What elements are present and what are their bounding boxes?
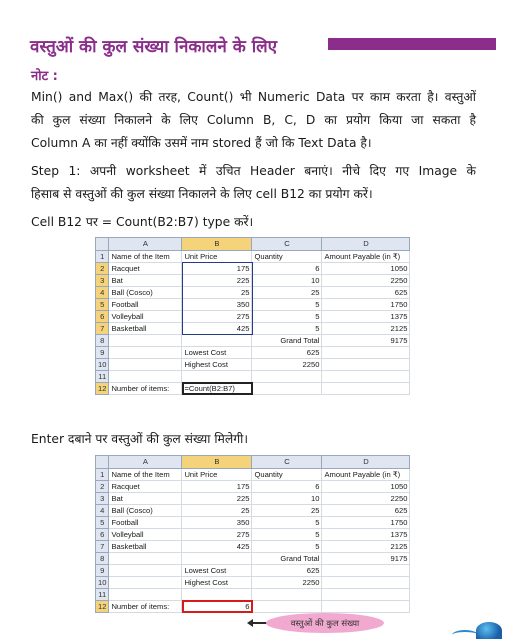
header-cell[interactable]: Quantity bbox=[252, 468, 322, 480]
column-header-c[interactable]: C bbox=[252, 456, 322, 468]
note-paragraph bbox=[31, 86, 476, 155]
empty-cell[interactable] bbox=[109, 334, 182, 346]
table-row bbox=[96, 382, 410, 394]
item-name-cell[interactable]: Football bbox=[109, 298, 182, 310]
enter-instruction bbox=[31, 428, 476, 451]
row-number[interactable]: 11 bbox=[96, 588, 109, 600]
empty-cell[interactable] bbox=[322, 576, 410, 588]
table-row bbox=[96, 322, 410, 334]
table-row bbox=[96, 564, 410, 576]
column-header-b[interactable]: B bbox=[182, 238, 252, 250]
header-cell[interactable]: Quantity bbox=[252, 250, 322, 262]
column-header-b[interactable]: B bbox=[182, 456, 252, 468]
highest-cost-label[interactable]: Highest Cost bbox=[182, 576, 252, 588]
row-number[interactable]: 3 bbox=[96, 492, 109, 504]
row-number[interactable]: 4 bbox=[96, 504, 109, 516]
heading-bar bbox=[328, 38, 496, 50]
header-cell[interactable]: Name of the Item bbox=[109, 468, 182, 480]
empty-cell[interactable] bbox=[109, 564, 182, 576]
quantity-cell[interactable]: 5 bbox=[252, 298, 322, 310]
table-row bbox=[96, 504, 410, 516]
cell-instruction-text: Cell B12 पर = Count(B2:B7) type करें। bbox=[31, 215, 254, 229]
quantity-cell[interactable]: 5 bbox=[252, 310, 322, 322]
row-number[interactable]: 3 bbox=[96, 274, 109, 286]
quantity-cell[interactable]: 25 bbox=[252, 286, 322, 298]
column-header-d[interactable]: D bbox=[322, 238, 410, 250]
row-number[interactable]: 11 bbox=[96, 370, 109, 382]
unit-price-cell[interactable]: 225 bbox=[182, 492, 252, 504]
unit-price-cell[interactable]: 175 bbox=[182, 262, 252, 274]
count-label-cell[interactable]: Number of items: bbox=[109, 382, 182, 394]
unit-price-cell[interactable]: 275 bbox=[182, 528, 252, 540]
item-name-cell[interactable]: Football bbox=[109, 516, 182, 528]
row-number[interactable]: 12 bbox=[96, 382, 109, 394]
empty-cell[interactable] bbox=[322, 346, 410, 358]
empty-cell[interactable] bbox=[252, 600, 322, 612]
column-header-row bbox=[96, 238, 410, 250]
row-number[interactable]: 7 bbox=[96, 322, 109, 334]
grand-total-value[interactable]: 9175 bbox=[322, 552, 410, 564]
row-number[interactable]: 1 bbox=[96, 468, 109, 480]
quantity-cell[interactable]: 5 bbox=[252, 540, 322, 552]
unit-price-cell[interactable]: 350 bbox=[182, 298, 252, 310]
table-row bbox=[96, 528, 410, 540]
quantity-cell[interactable]: 10 bbox=[252, 274, 322, 286]
unit-price-cell[interactable]: 25 bbox=[182, 504, 252, 516]
count-formula-cell[interactable]: =Count(B2:B7) bbox=[182, 382, 252, 394]
highest-cost-label[interactable]: Highest Cost bbox=[182, 358, 252, 370]
table-row bbox=[96, 298, 410, 310]
step-paragraph bbox=[31, 160, 476, 206]
table-row bbox=[96, 516, 410, 528]
unit-price-cell[interactable]: 225 bbox=[182, 274, 252, 286]
empty-cell[interactable] bbox=[322, 564, 410, 576]
header-cell[interactable]: Unit Price bbox=[182, 250, 252, 262]
empty-cell[interactable] bbox=[182, 552, 252, 564]
item-name-cell[interactable]: Racquet bbox=[109, 262, 182, 274]
amount-cell[interactable]: 625 bbox=[322, 286, 410, 298]
amount-cell[interactable]: 1375 bbox=[322, 310, 410, 322]
item-name-cell[interactable]: Basketball bbox=[109, 540, 182, 552]
spreadsheet-formula bbox=[95, 237, 410, 395]
item-name-cell[interactable]: Basketball bbox=[109, 322, 182, 334]
row-number[interactable]: 1 bbox=[96, 250, 109, 262]
empty-cell[interactable] bbox=[182, 370, 252, 382]
table-row bbox=[96, 492, 410, 504]
unit-price-cell[interactable]: 275 bbox=[182, 310, 252, 322]
amount-cell[interactable]: 1750 bbox=[322, 298, 410, 310]
quantity-cell[interactable]: 10 bbox=[252, 492, 322, 504]
row-number[interactable]: 10 bbox=[96, 576, 109, 588]
spreadsheet-result bbox=[95, 455, 410, 613]
unit-price-cell[interactable]: 175 bbox=[182, 480, 252, 492]
row-number[interactable]: 4 bbox=[96, 286, 109, 298]
result-callout: वस्तुओं की कुल संख्या bbox=[266, 613, 384, 633]
note-line: Column A का नहीं क्योंकि उसमें नाम stored हैं जो कि Text Data है। bbox=[31, 136, 372, 150]
empty-cell[interactable] bbox=[109, 576, 182, 588]
item-name-cell[interactable]: Ball (Cosco) bbox=[109, 504, 182, 516]
unit-price-cell[interactable]: 25 bbox=[182, 286, 252, 298]
item-name-cell[interactable]: Bat bbox=[109, 274, 182, 286]
column-header-d[interactable]: D bbox=[322, 456, 410, 468]
amount-cell[interactable]: 625 bbox=[322, 504, 410, 516]
callout-arrow-head bbox=[247, 619, 253, 627]
empty-cell[interactable] bbox=[252, 382, 322, 394]
note-label: नोट : bbox=[31, 69, 58, 84]
count-label-cell[interactable]: Number of items: bbox=[109, 600, 182, 612]
table-row bbox=[96, 468, 410, 480]
header-cell[interactable]: Amount Payable (in ₹) bbox=[322, 468, 410, 480]
count-result-cell[interactable]: 6 bbox=[182, 600, 252, 612]
unit-price-cell[interactable]: 425 bbox=[182, 322, 252, 334]
empty-cell[interactable] bbox=[109, 358, 182, 370]
row-number[interactable]: 2 bbox=[96, 480, 109, 492]
table-row bbox=[96, 310, 410, 322]
empty-cell[interactable] bbox=[109, 346, 182, 358]
column-header-row bbox=[96, 456, 410, 468]
row-number[interactable]: 10 bbox=[96, 358, 109, 370]
header-cell[interactable]: Unit Price bbox=[182, 468, 252, 480]
row-number[interactable]: 9 bbox=[96, 346, 109, 358]
empty-cell[interactable] bbox=[109, 552, 182, 564]
step-line: हिसाब से वस्तुओं की कुल संख्या निकालने के लिए cell B12 का प्रयोग करें। bbox=[31, 187, 373, 201]
section-heading: वस्तुओं की कुल संख्या निकालने के लिए bbox=[30, 36, 278, 57]
table-row bbox=[96, 540, 410, 552]
empty-cell[interactable] bbox=[109, 588, 182, 600]
empty-cell[interactable] bbox=[252, 370, 322, 382]
empty-cell[interactable] bbox=[182, 334, 252, 346]
table-row bbox=[96, 370, 410, 382]
table-row bbox=[96, 480, 410, 492]
item-name-cell[interactable]: Ball (Cosco) bbox=[109, 286, 182, 298]
note-line: की कुल संख्या निकालने के लिए Column B, C, D का प्रयोग किया जा सकता है bbox=[31, 113, 476, 127]
empty-cell[interactable] bbox=[322, 600, 410, 612]
logo-swoosh bbox=[452, 630, 478, 639]
note-line: Min() and Max() की तरह, Count() भी Numeric Data पर काम करता है। वस्तुओं bbox=[31, 90, 476, 104]
amount-cell[interactable]: 2250 bbox=[322, 492, 410, 504]
table-row bbox=[96, 334, 410, 346]
amount-cell[interactable]: 1050 bbox=[322, 480, 410, 492]
row-number[interactable]: 8 bbox=[96, 334, 109, 346]
amount-cell[interactable]: 2125 bbox=[322, 322, 410, 334]
column-header-c[interactable]: C bbox=[252, 238, 322, 250]
amount-cell[interactable]: 1050 bbox=[322, 262, 410, 274]
empty-cell[interactable] bbox=[252, 588, 322, 600]
select-all-corner[interactable] bbox=[96, 238, 109, 250]
row-number[interactable]: 5 bbox=[96, 516, 109, 528]
unit-price-cell[interactable]: 350 bbox=[182, 516, 252, 528]
column-header-a[interactable]: A bbox=[109, 238, 182, 250]
item-name-cell[interactable]: Racquet bbox=[109, 480, 182, 492]
cell-instruction bbox=[31, 211, 476, 234]
empty-cell[interactable] bbox=[322, 370, 410, 382]
empty-cell[interactable] bbox=[322, 358, 410, 370]
grand-total-label[interactable]: Grand Total bbox=[252, 334, 322, 346]
quantity-cell[interactable]: 5 bbox=[252, 528, 322, 540]
row-number[interactable]: 9 bbox=[96, 564, 109, 576]
step-line: Step 1: अपनी worksheet में उचित Header बनाएं। नीचे दिए गए Image के bbox=[31, 164, 476, 178]
table-row bbox=[96, 358, 410, 370]
lowest-cost-value[interactable]: 625 bbox=[252, 346, 322, 358]
highest-cost-value[interactable]: 2250 bbox=[252, 576, 322, 588]
quantity-cell[interactable]: 5 bbox=[252, 516, 322, 528]
row-number[interactable]: 6 bbox=[96, 310, 109, 322]
item-name-cell[interactable]: Bat bbox=[109, 492, 182, 504]
enter-instruction-text: Enter दबाने पर वस्तुओं की कुल संख्या मिलेगी। bbox=[31, 432, 249, 446]
table-row bbox=[96, 346, 410, 358]
row-number[interactable]: 8 bbox=[96, 552, 109, 564]
row-number[interactable]: 2 bbox=[96, 262, 109, 274]
header-cell[interactable]: Amount Payable (in ₹) bbox=[322, 250, 410, 262]
item-name-cell[interactable]: Volleyball bbox=[109, 310, 182, 322]
grand-total-label[interactable]: Grand Total bbox=[252, 552, 322, 564]
select-all-corner[interactable] bbox=[96, 456, 109, 468]
table-row bbox=[96, 250, 410, 262]
row-number[interactable]: 6 bbox=[96, 528, 109, 540]
quantity-cell[interactable]: 6 bbox=[252, 480, 322, 492]
table-row bbox=[96, 576, 410, 588]
logo-icon bbox=[476, 622, 502, 639]
amount-cell[interactable]: 1750 bbox=[322, 516, 410, 528]
item-name-cell[interactable]: Volleyball bbox=[109, 528, 182, 540]
row-number[interactable]: 7 bbox=[96, 540, 109, 552]
quantity-cell[interactable]: 5 bbox=[252, 322, 322, 334]
empty-cell[interactable] bbox=[322, 588, 410, 600]
quantity-cell[interactable]: 25 bbox=[252, 504, 322, 516]
table-row bbox=[96, 274, 410, 286]
table-row bbox=[96, 286, 410, 298]
lowest-cost-label[interactable]: Lowest Cost bbox=[182, 564, 252, 576]
amount-cell[interactable]: 2125 bbox=[322, 540, 410, 552]
amount-cell[interactable]: 2250 bbox=[322, 274, 410, 286]
grand-total-value[interactable]: 9175 bbox=[322, 334, 410, 346]
quantity-cell[interactable]: 6 bbox=[252, 262, 322, 274]
table-row bbox=[96, 552, 410, 564]
amount-cell[interactable]: 1375 bbox=[322, 528, 410, 540]
header-cell[interactable]: Name of the Item bbox=[109, 250, 182, 262]
row-number[interactable]: 5 bbox=[96, 298, 109, 310]
table-row bbox=[96, 600, 410, 612]
empty-cell[interactable] bbox=[109, 370, 182, 382]
highest-cost-value[interactable]: 2250 bbox=[252, 358, 322, 370]
unit-price-cell[interactable]: 425 bbox=[182, 540, 252, 552]
table-row bbox=[96, 262, 410, 274]
empty-cell[interactable] bbox=[322, 382, 410, 394]
row-number[interactable]: 12 bbox=[96, 600, 109, 612]
table-row bbox=[96, 588, 410, 600]
lowest-cost-label[interactable]: Lowest Cost bbox=[182, 346, 252, 358]
empty-cell[interactable] bbox=[182, 588, 252, 600]
lowest-cost-value[interactable]: 625 bbox=[252, 564, 322, 576]
column-header-a[interactable]: A bbox=[109, 456, 182, 468]
